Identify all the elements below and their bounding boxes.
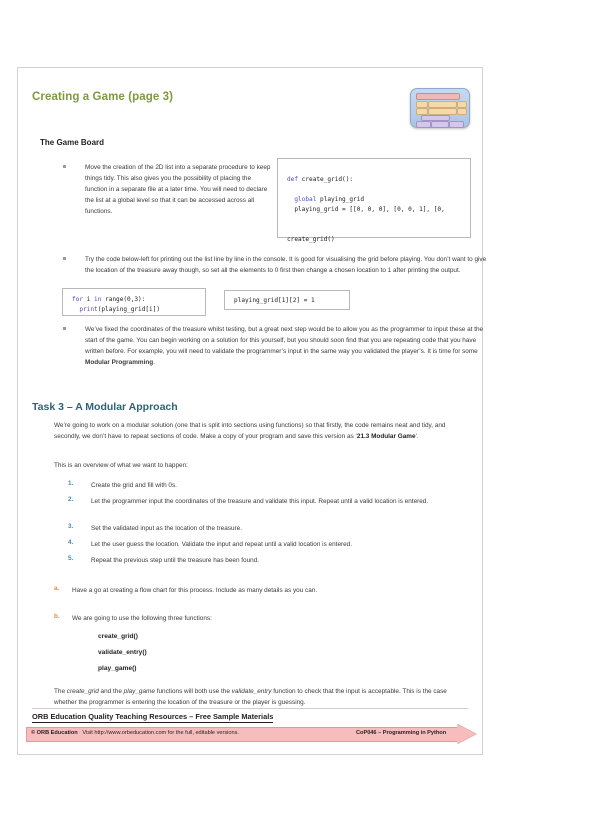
document-page — [17, 67, 487, 755]
code-text: (playing_grid[i]) — [97, 306, 161, 313]
list-number: 4. — [68, 539, 74, 546]
bullet-marker-icon — [63, 165, 66, 168]
function-name-play-game: play_game() — [98, 665, 137, 672]
bullet-text: Move the creation of the 2D list into a separate procedure to keep things tidy. This also gives you the possibility of placing the function in a separate file at a later time. You will need to declare the list at a global level so that it can be accessed across all functions. — [85, 164, 271, 215]
list-text: Have a go at creating a flow chart for this process. Include as many details as you can. — [72, 587, 318, 594]
overview-label: This is an overview of what we want to happen: — [54, 462, 188, 469]
code-function-print: print — [79, 306, 98, 313]
code-block-create-grid — [277, 158, 471, 243]
list-number: 2. — [68, 496, 74, 503]
footer-copyright-name: © ORB Education — [31, 730, 78, 736]
closing-part: function to check that the input is acceptable. This is the case whether the programmer is entering the location of the treasure or the player is guessing. — [54, 688, 447, 706]
closing-italic: validate_entry — [231, 688, 272, 695]
function-name-create-grid: create_grid() — [98, 633, 138, 640]
orb-education-logo-icon — [410, 88, 470, 128]
bullet-marker-icon — [63, 327, 66, 330]
list-text: Set the validated input as the location of the treasure. — [91, 525, 242, 532]
footer-divider — [32, 708, 468, 709]
list-text: Let the user guess the location. Validate the input and repeat until a valid location is entered. — [91, 541, 353, 548]
page-title: Creating a Game (page 3) — [32, 91, 174, 103]
footer-resource-code: CoP046 – Programming in Python — [356, 730, 447, 736]
closing-italic: create_grid — [66, 688, 99, 695]
list-text: Create the grid and fill with 0s. — [91, 482, 177, 489]
bullet-text-bold: Modular Programming — [85, 359, 154, 366]
code-text: playing_grid[1][2] = 1 — [234, 297, 315, 304]
list-number: 5. — [68, 555, 74, 562]
footer-visit-text: Visit http://www.orbeducation.com for the full, editable versions. — [82, 730, 239, 736]
footer-title: ORB Education Quality Teaching Resources – Free Sample Materials — [32, 712, 274, 721]
closing-part: functions will both use the — [154, 688, 232, 695]
task-intro-bold: 21.3 Modular Game — [356, 433, 416, 440]
footer-banner-arrow-icon — [457, 724, 476, 744]
code-text: range(0,3): — [101, 296, 146, 303]
code-keyword-def: def — [287, 176, 299, 183]
code-text: i — [83, 296, 95, 303]
closing-italic: play_game — [123, 688, 155, 695]
bullet-marker-icon — [63, 257, 66, 260]
code-keyword-in: in — [94, 296, 102, 303]
bullet-text-part: . — [153, 359, 155, 366]
code-text: create_grid(): — [298, 176, 354, 183]
code-text: playing_grid — [316, 196, 365, 203]
list-text: We are going to use the following three functions: — [72, 615, 212, 622]
function-name-validate-entry: validate_entry() — [98, 649, 147, 656]
code-block-set-value — [224, 290, 350, 310]
task-intro-paragraph — [54, 420, 468, 442]
code-block-print-loop — [62, 288, 206, 316]
bullet-text — [85, 324, 489, 368]
section-heading-game-board: The Game Board — [40, 138, 105, 147]
list-number: 3. — [68, 523, 74, 530]
list-letter: b. — [54, 613, 60, 620]
code-keyword-for: for — [72, 296, 84, 303]
list-text: Let the programmer input the coordinates of the treasure and validate this input. Repeat until a valid location is entered. — [91, 498, 429, 505]
code-text: playing_grid = [[0, 0, 0], [0, 0, 1], [0, — [294, 206, 445, 213]
code-text: create_grid() — [287, 236, 335, 243]
footer-copyright — [31, 730, 239, 736]
code-keyword-global: global — [294, 196, 317, 203]
list-number: 1. — [68, 480, 74, 487]
list-text: Repeat the previous step until the treasure has been found. — [91, 557, 260, 564]
footer-banner — [26, 727, 476, 742]
list-letter: a. — [54, 585, 60, 592]
bullet-text: Try the code below-left for printing out the list line by line in the console. It is good for visualising the grid before playing. You don’t want to give the location of the treasure away though, so set all the elements to 0 first then change a chosen location to 1 after printing the output. — [85, 256, 487, 274]
task-intro-part: ’. — [415, 433, 419, 440]
closing-paragraph — [54, 686, 468, 708]
task-heading: Task 3 – A Modular Approach — [32, 401, 178, 413]
closing-part: The — [54, 688, 67, 695]
closing-part: and the — [98, 688, 124, 695]
bullet-text-part: We’ve fixed the coordinates of the treasure whilst testing, but a great next step would be to allow you as the programmer to input these at the start of the game. You can begin working on a solution for this yourself, but you should soon find that you are repeating code that you have written before. For example, you will need to validate the programmer’s input in the same way you validated the player’s. It is time for some — [85, 326, 484, 355]
task-intro-part: We’re going to work on a modular solution (one that is split into sections using functions) so that firstly, the code remains neat and tidy, and secondly, we don’t have to repeat sections of code. Make a copy of your program and save this version as ‘ — [54, 422, 446, 440]
